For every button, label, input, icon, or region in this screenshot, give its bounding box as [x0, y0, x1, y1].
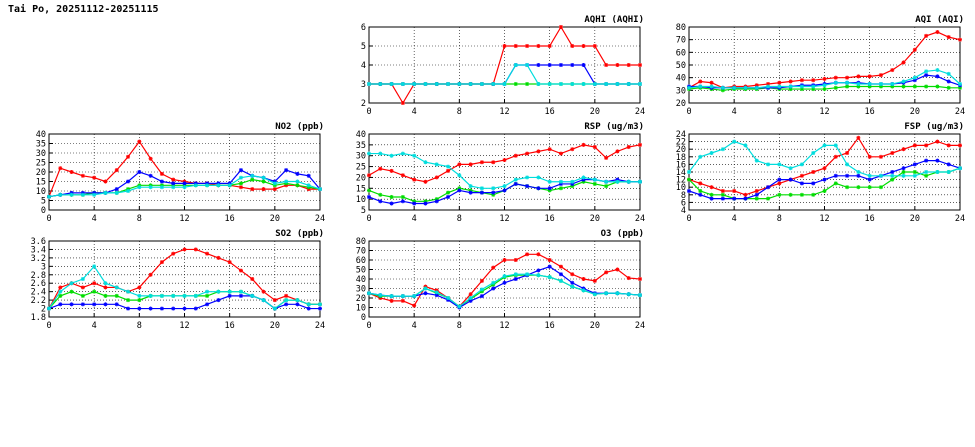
svg-text:10: 10	[35, 187, 46, 197]
svg-text:30: 30	[355, 151, 366, 162]
svg-text:0: 0	[686, 214, 692, 224]
svg-text:4: 4	[411, 321, 417, 331]
chart-panel-no2	[21, 121, 326, 226]
svg-text:8: 8	[776, 214, 782, 224]
svg-text:5: 5	[360, 206, 366, 216]
svg-text:16: 16	[864, 107, 875, 117]
svg-text:0: 0	[366, 214, 372, 224]
chart-title-aqhi: AQHI (AQHI)	[584, 15, 644, 25]
chart-title-so2: SO2 (ppb)	[275, 229, 324, 239]
svg-text:40: 40	[355, 130, 366, 140]
chart-svg-aqhi	[341, 14, 646, 119]
svg-text:0: 0	[46, 321, 52, 331]
svg-text:24: 24	[634, 107, 646, 117]
chart-title-aqi: AQI (AQI)	[915, 15, 964, 25]
svg-text:22: 22	[675, 137, 686, 148]
svg-text:3: 3	[360, 80, 366, 90]
svg-text:2: 2	[40, 304, 46, 315]
chart-title-o3: O3 (ppb)	[600, 229, 644, 239]
chart-svg-so2	[21, 228, 326, 333]
svg-text:20: 20	[269, 321, 280, 331]
svg-text:16: 16	[544, 107, 555, 117]
svg-text:24: 24	[954, 107, 966, 117]
svg-text:10: 10	[355, 195, 366, 206]
svg-text:8: 8	[680, 190, 686, 201]
chart-title-no2: NO2 (ppb)	[275, 122, 324, 132]
svg-text:12: 12	[179, 214, 190, 224]
svg-text:24: 24	[675, 130, 686, 140]
chart-title-rsp: RSP (ug/m3)	[584, 122, 644, 132]
plot-rsp	[341, 121, 646, 226]
svg-text:1.8: 1.8	[30, 313, 46, 323]
svg-text:20: 20	[355, 294, 366, 304]
svg-text:16: 16	[224, 214, 235, 224]
svg-text:20: 20	[675, 145, 686, 156]
svg-text:80: 80	[675, 23, 686, 33]
svg-text:20: 20	[269, 214, 280, 224]
svg-text:8: 8	[136, 321, 142, 331]
svg-text:20: 20	[35, 168, 46, 178]
svg-text:14: 14	[675, 168, 686, 178]
svg-text:30: 30	[355, 284, 366, 295]
chart-panel-fsp	[661, 121, 966, 226]
svg-text:2.8: 2.8	[30, 270, 46, 281]
svg-text:2.4: 2.4	[30, 287, 46, 298]
svg-text:5: 5	[360, 42, 366, 52]
svg-text:16: 16	[544, 321, 555, 331]
svg-text:20: 20	[675, 99, 686, 109]
svg-text:3: 3	[40, 262, 46, 273]
svg-text:25: 25	[355, 162, 366, 173]
svg-text:0: 0	[686, 107, 692, 117]
plot-fsp	[661, 121, 966, 226]
page-title: Tai Po, 20251112-20251115	[8, 4, 159, 15]
svg-text:4: 4	[411, 214, 417, 224]
svg-text:4: 4	[91, 214, 97, 224]
svg-text:16: 16	[544, 214, 555, 224]
svg-text:8: 8	[456, 107, 462, 117]
svg-text:6: 6	[680, 198, 686, 209]
svg-text:3.4: 3.4	[30, 245, 46, 256]
svg-text:40: 40	[35, 130, 46, 140]
svg-text:80: 80	[355, 237, 366, 247]
plot-aqhi	[341, 14, 646, 119]
chart-svg-rsp	[341, 121, 646, 226]
chart-panel-aqhi	[341, 14, 646, 119]
plot-no2	[21, 121, 326, 226]
svg-text:10: 10	[675, 183, 686, 194]
svg-text:24: 24	[314, 214, 326, 224]
svg-text:30: 30	[675, 86, 686, 97]
svg-text:20: 20	[909, 214, 920, 224]
svg-text:8: 8	[456, 214, 462, 224]
svg-text:4: 4	[91, 321, 97, 331]
svg-text:8: 8	[776, 107, 782, 117]
svg-text:18: 18	[675, 152, 686, 163]
chart-panel-so2	[21, 228, 326, 333]
chart-svg-aqi	[661, 14, 966, 119]
chart-panel-o3	[341, 228, 646, 333]
svg-text:4: 4	[680, 206, 686, 216]
svg-text:2.6: 2.6	[30, 279, 46, 290]
svg-text:24: 24	[634, 214, 646, 224]
svg-text:20: 20	[355, 173, 366, 184]
svg-text:20: 20	[589, 107, 600, 117]
svg-text:35: 35	[355, 140, 366, 151]
svg-text:0: 0	[366, 321, 372, 331]
svg-text:24: 24	[314, 321, 326, 331]
svg-text:2.2: 2.2	[30, 296, 46, 307]
svg-text:60: 60	[355, 256, 366, 266]
svg-text:4: 4	[731, 214, 737, 224]
svg-text:50: 50	[675, 61, 686, 71]
svg-text:16: 16	[675, 160, 686, 171]
svg-text:70: 70	[355, 246, 366, 257]
chart-svg-fsp	[661, 121, 966, 226]
svg-text:12: 12	[675, 175, 686, 186]
svg-text:25: 25	[35, 158, 46, 169]
svg-text:8: 8	[456, 321, 462, 331]
svg-text:40: 40	[675, 73, 686, 84]
svg-text:10: 10	[355, 303, 366, 314]
svg-text:24: 24	[954, 214, 966, 224]
svg-text:15: 15	[355, 184, 366, 195]
svg-text:0: 0	[46, 214, 52, 224]
svg-text:12: 12	[499, 214, 510, 224]
svg-text:16: 16	[864, 214, 875, 224]
svg-text:16: 16	[224, 321, 235, 331]
chart-svg-no2	[21, 121, 326, 226]
svg-text:4: 4	[411, 107, 417, 117]
plot-so2	[21, 228, 326, 333]
svg-text:12: 12	[819, 107, 830, 117]
svg-text:12: 12	[499, 107, 510, 117]
svg-text:70: 70	[675, 35, 686, 46]
svg-text:3.2: 3.2	[30, 253, 46, 264]
svg-text:0: 0	[366, 107, 372, 117]
svg-text:15: 15	[35, 177, 46, 188]
svg-text:0: 0	[360, 313, 366, 323]
svg-text:40: 40	[355, 275, 366, 285]
svg-text:12: 12	[819, 214, 830, 224]
chart-panel-rsp	[341, 121, 646, 226]
svg-text:0: 0	[40, 206, 46, 216]
svg-text:6: 6	[360, 23, 366, 33]
plot-o3	[341, 228, 646, 333]
chart-panel-aqi	[661, 14, 966, 119]
plot-aqi	[661, 14, 966, 119]
svg-text:20: 20	[589, 321, 600, 331]
svg-text:24: 24	[634, 321, 646, 331]
svg-text:12: 12	[499, 321, 510, 331]
svg-text:8: 8	[136, 214, 142, 224]
svg-text:12: 12	[179, 321, 190, 331]
chart-title-fsp: FSP (ug/m3)	[904, 122, 964, 132]
svg-text:4: 4	[731, 107, 737, 117]
svg-text:20: 20	[589, 214, 600, 224]
svg-text:35: 35	[35, 139, 46, 150]
svg-text:5: 5	[40, 196, 46, 207]
svg-text:4: 4	[360, 61, 366, 71]
svg-text:20: 20	[909, 107, 920, 117]
svg-text:50: 50	[355, 265, 366, 276]
svg-text:60: 60	[675, 48, 686, 59]
chart-svg-o3	[341, 228, 646, 333]
svg-text:3.6: 3.6	[30, 237, 46, 247]
svg-text:2: 2	[360, 99, 366, 109]
svg-text:30: 30	[35, 149, 46, 159]
